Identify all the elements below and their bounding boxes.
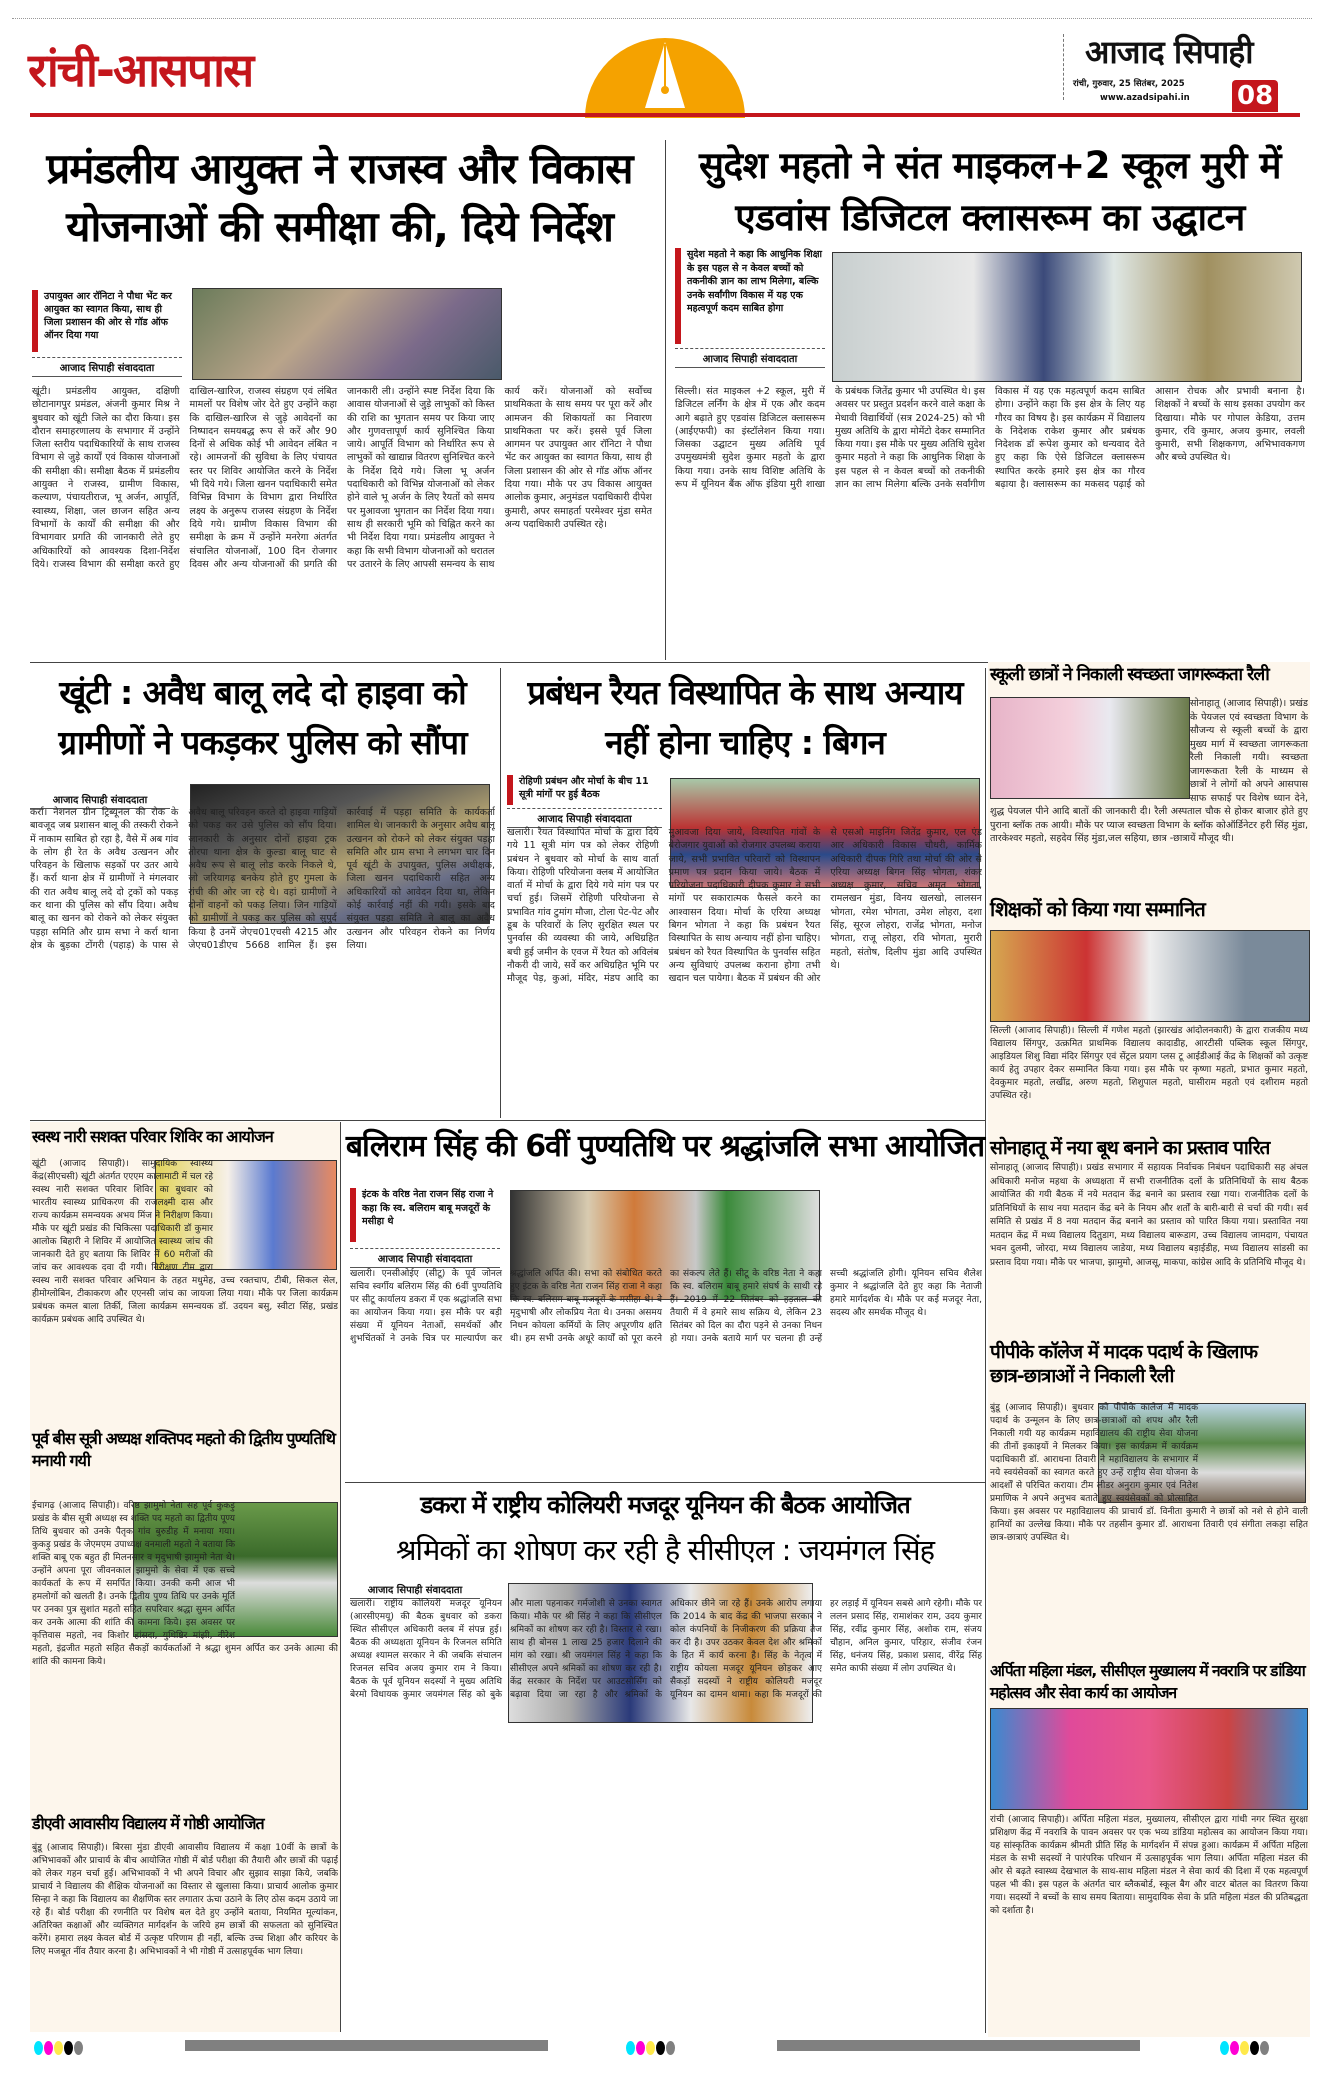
top-rule — [12, 18, 1312, 19]
article-body: कर्रा। नेशनल ग्रीन ट्रिब्यूनल की रोक के बावजूद जब प्रशासन बालू की तस्करी रोकने में नाकाम साबित हो रहा है, वैसे में अब गांव के लोग ही रेत के अवैध उत्खनन और परिवहन के खिलाफ सड़कों पर उतर आये हैं। कर्रा थाना क्षेत्र में ग्रामीणों ने मंगलवार की रात अवैध बालू लदे दो ट्रकों को पकड़ कर थाना की पुलिस को सौंप दिया। अवैध बालू का खनन को रोकने को लेकर संयुक्त पड़हा समिति और ग्राम सभा ने कर्रा थाना क्षेत्र के बुड़का टोंगरी (पहाड़) के पास से अवैध बालू परिवहन करते दो हाइवा गाड़ियों को पकड़ कर उसे पुलिस को सौंप दिया। जानकारी के अनुसार दोनों हाइवा ट्रक तोरपा थाना क्षेत्र के कुल्डा बालू घाट से अवैध रूप से बालू लोड करके निकले थे, जो जरियागढ़ बनकेय होते हुए गुमला के रांची की ओर जा रहे थे। वहां ग्रामीणों ने दोनों वाहनों को पकड़ लिया। जिन गाड़ियों को ग्रामीणों ने पकड़ कर पुलिस को सुपुर्द किया है उनमें जेएच01एचसी 4215 और जेएच01डीएच 5668 शामिल हैं। इस कार्रवाई में पड़हा समिति के कार्यकर्ता शामिल थे। जानकारी के अनुसार अवैध बालू उत्खनन को रोकने को लेकर संयुक्त पड़हा समिति और ग्राम सभा ने लगभग चार दिन पूर्व खूंटी के उपायुक्त, पुलिस अधीक्षक, जिला खनन पदाधिकारी सहित अन्य अधिकारियों को आवेदन दिया था, लेकिन कोई कार्रवाई नहीं की गयी। इसके बाद संयुक्त पड़हा समिति ने बालू का अवैध उत्खनन और परिवहन रोकने का निर्णय लिया। — [30, 807, 495, 951]
color-registration-mark — [1220, 2040, 1270, 2059]
paper-logo: आजाद सिपाही — [1085, 33, 1253, 71]
headline-displaced-raiyat: प्रबंधन रैयत विस्थापित के साथ अन्याय नहीं होना चाहिए : बिगन — [527, 673, 963, 762]
magenta-swatch — [636, 2041, 645, 2055]
byline: आजाद सिपाही संवाददाता — [350, 1580, 480, 1599]
column-rule — [665, 140, 666, 660]
news-photo — [832, 252, 1302, 382]
byline: आजाद सिपाही संवाददाता — [32, 357, 182, 377]
pull-quote: रोहिणी प्रबंधन और मोर्चा के बीच 11 सूत्री मांगों पर हुई बैठक — [507, 775, 662, 805]
website-link[interactable]: www.azadsipahi.in — [1100, 93, 1190, 103]
news-photo — [990, 930, 1310, 1022]
dateline: रांची, गुरुवार, 25 सितंबर, 2025 — [1073, 79, 1185, 89]
page-number: 08 — [1232, 80, 1278, 112]
pen-nib-icon — [585, 38, 745, 118]
yellow-swatch — [646, 2041, 655, 2055]
headline-dakra-union-meeting: डकरा में राष्ट्रीय कोलियरी मजदूर यूनियन की बैठक आयोजित — [420, 1491, 910, 1519]
black-swatch — [656, 2041, 665, 2055]
headline-teachers-honored: शिक्षकों को किया गया सम्मानित — [990, 897, 1205, 921]
gray-swatch — [1260, 2041, 1269, 2055]
article-body: ईचागढ़ (आजाद सिपाही)। वरिष्ठ झामुमो नेता सह पूर्व कुकड़ु प्रखंड के बीस सूत्री अध्यक्ष स्व शक्ति पद महतो का द्वितीय पूण्य तिथि बुधवार को उनके पैतृक गांव बुरुडीह में मनाया गया। कुकड़ु प्रखंड के जेएमएम उपाध्यक्ष वनमाली महतो ने बताया कि शक्ति बाबू एक बहुत ही मिलनसार व मृदुभाषी झामुमो नेता थे। उन्होंने अपना पूरा जीवनकाल झामुमो के सेवा में एक सच्चे कार्यकर्ता के रूप में समर्पित किया। उनकी कमी आज भी हमलोगों को खलती है। उनके द्वितीय पुण्य तिथि पर उनके मूर्ति पर उनका पुत्र सुशांत महतो सहित सपरिवार श्रद्धा सुमन अर्पित कर उनके आत्मा की शांति की कामना किये। इस अवसर पर कृत्तिवास महतो, नव किशोर हांसदा, युधिष्ठिर मांझी, वीरेश महतो, इंद्रजीत महतो सहित सैकड़ों कार्यकर्ताओं ने श्रद्धा शुमन अर्पित कर उनके आत्मा की शांति की कामना किये। — [32, 1501, 338, 1667]
color-registration-mark — [34, 2040, 84, 2059]
headline-arpita-dandiya: अर्पिता महिला मंडल, सीसीएल मुख्यालय में नवरात्रि पर डांडिया महोत्सव और सेवा कार्य का आयोजन — [990, 1662, 1305, 1702]
cyan-swatch — [1220, 2041, 1229, 2055]
masthead-rule — [30, 113, 1300, 117]
article-body: सोनाहातू (आजाद सिपाही)। प्रखंड सभागार में सहायक निर्वाचक निबंधन पदाधिकारी सह अंचल अधिकारी मनोज महथा के अध्यक्षता में सभी राजनीतिक दलों के प्रतिनिधियों के साथ बैठक आयोजित की गयी बैठक में नये मतदान केंद्र बनाने का प्रस्ताव रखा गया। राजनीतिक दलों के प्रतिनिधियों के साथ नया मतदान केंद्र बने के नियम और शर्तों के बारी-बारी से चर्चा की गयी। सर्व समिति से प्रखंड में 8 नया मतदान केंद्र बनाने का प्रस्ताव को पारित किया गया। प्रस्तावित नया मतदान केंद्र में मध्य विद्यालय दितुडाग, मध्य विद्यालय बारूडाग, उच्च विद्यालय जामदाग, पंचायत भवन दुलमी, जोरदा, मध्य विद्यालय जाडेया, मध्य विद्यालय बड़ाईडीह, मध्य विद्यालय सांडसी का प्रस्ताव दिया गया। मौके पर भाजपा, झामुमो, आजसू, माकपा, कांग्रेस आदि के प्रतिनिधि मौजूद थे। — [990, 1163, 1308, 1268]
headline-illegal-sand: खूंटी : अवैध बालू लदे दो हाइवा को ग्रामीणों ने पकड़कर पुलिस को सौंपा — [58, 673, 467, 762]
headline-ppk-college-rally: पीपीके कॉलेज में मादक पदार्थ के खिलाफ छात्र-छात्राओं ने निकाली रैली — [990, 1341, 1257, 1387]
black-swatch — [64, 2041, 73, 2055]
pull-quote: उपायुक्त आर रॉनिटा ने पौधा भेंट कर आयुक्त का स्वागत किया, साथ ही जिला प्रशासन की ओर से गॉड ऑफ ऑनर दिया गया — [32, 290, 182, 352]
section-rule — [30, 1120, 985, 1121]
yellow-swatch — [1240, 2041, 1249, 2055]
article-body: सोनाहातू (आजाद सिपाही)। प्रखंड के पेयजल एवं स्वच्छता विभाग के सौजन्य से स्कूली बच्चों के द्वारा मुख्य मार्ग में स्वच्छता जागरूकता रैली निकाली गयी। स्वच्छता जागरूकता रैली के माध्यम से छात्रों ने लोगों को अपने आसपास साफ सफाई पर विशेष ध्यान देने, शुद्ध पेयजल पीने आदि बातों की जानकारी दी। रैली अस्पताल चौक से होकर बाजार होते हुए पुराना ब्लॉक तक आयी। मौके पर प्याज स्वच्छता विभाग के ब्लॉक कोऑर्डिनेटर हरी सिंह मुंडा, तारकेश्वर महतो, सहदेव सिंह मुंडा,जल सहिया, छात्र -छात्रायें मौजूद थी। — [990, 698, 1308, 844]
masthead-divider — [1063, 34, 1064, 100]
gray-strip — [777, 2040, 1140, 2051]
headline-new-booth: सोनाहातू में नया बूथ बनाने का प्रस्ताव पारित — [990, 1137, 1270, 1159]
black-swatch — [1250, 2041, 1259, 2055]
article-body: बुंडू (आजाद सिपाही)। बिरसा मुंडा डीएवी आवासीय विद्यालय में कक्षा 10वीं के छात्रों के अभिभावकों और प्राचार्य के बीच आयोजित गोष्ठी में बोर्ड परीक्षा की तैयारी और छात्रों की पढ़ाई को लेकर गहन चर्चा हुई। अभिभावकों ने भी अपने विचार और सुझाव साझा किये, जबकि प्राचार्य ने विद्यालय की शैक्षिक योजनाओं का विस्तार से खुलासा किया। प्राचार्य आलोक कुमार सिन्हा ने कहा कि विद्यालय का शैक्षणिक स्तर लगातार ऊंचा उठाने के लिए ठोस कदम उठाये जा रहे हैं। बोर्ड परीक्षा की रणनीति पर विशेष बल देते हुए उन्होंने बताया, नियमित मूल्यांकन, अतिरिक्त कक्षाओं और व्यक्तिगत मार्गदर्शन के जरिये हम छात्रों की सफलता को सुनिश्चित करेंगे। हमारा लक्ष्य केवल बोर्ड में उत्कृष्ट परिणाम ही नहीं, बल्कि उच्च शिक्षा और करियर के लिए मजबूत नींव तैयार करना है। अभिभावकों ने भी गोष्ठी में उत्साहपूर्वक भाग लिया। — [32, 1843, 338, 1957]
column-rule — [340, 1122, 341, 2032]
headline-cleanliness-rally: स्कूली छात्रों ने निकाली स्वच्छता जागरूकता रैली — [990, 665, 1269, 685]
article-body: खलारी। रैयत विस्थापित मोर्चा के द्वारा दिये गये 11 सूत्री मांग पत्र को लेकर रोहिणी प्रबंधन ने बुधवार को मोर्चा के साथ वार्ता किया। रोहिणी परियोजना क्लब में आयोजित वार्ता में मोर्चा के द्वारा दिये गये मांग पत्र पर चर्चा हुई। जिसमें रोहिणी परियोजना से प्रभावित गांव टुमांग मौजा, टोला पेट-पेट और डूब के परिवारों के लिए सुरक्षित स्थल पर पुनर्वास की व्यवस्था की जाये, अधिग्रहित बची हुई जमीन के एवज में रैयत को अविलंब नौकरी दी जाये, सर्वे कर अधिग्रहित भूमि पर मौजूद पेड़, कुआं, मंदिर, मंडप आदि का मुआवजा दिया जाये, विस्थापित गांवों के बेरोजगार युवाओं को रोजगार उपलब्ध कराया जाये, सभी प्रभावित परिवारों को विस्थापन प्रमाण पत्र प्रदान किया जाये। बैठक में परियोजना पदाधिकारी दीपक कुमार ने सभी मांगों पर सकारात्मक फैसले करने का आश्वासन दिया। मोर्चा के एरिया अध्यक्ष बिगन भोगता ने कहा कि प्रबंधन रैयत विस्थापित के साथ अन्याय नहीं होना चाहिए। प्रबंधन को रैयत विस्थापित के पुनर्वास सहित अन्य सुविधाएं उपलब्ध कराना होगा तभी खदान चल पायेगा। बैठक में प्रबंधन की ओर से एसओ माइनिंग जितेंद्र कुमार, एल एंड आर अधिकारी विकास चौधरी, कार्मिक अधिकारी दीपक गिरि तथा मोर्चा की ओर से एरिया अध्यक्ष बिगन सिंह भोगता, शंकर अध्यक्ष कुमार, सचिव अमृत भोगता, रामलखन मुंडा, विनय खलखो, लालसन भोगता, रमेश भोगता, उमेश लोहरा, दशा सिंह, सूरज लोहरा, राजेंद्र भोगता, मनोज भोगता, राजू लोहरा, रवि भोगता, मुरारी महतो, संतोष, दिलीप मुंडा आदि उपस्थित थे। — [507, 827, 982, 985]
headline-commissioner-review: प्रमंडलीय आयुक्त ने राजस्व और विकास योजनाओं की समीक्षा की, दिये निर्देश — [46, 144, 633, 251]
photo-spacer — [213, 1158, 338, 1270]
article-body: सिल्ली (आजाद सिपाही)। सिल्ली में गणेश महतो (झारखंड आंदोलनकारी) के द्वारा राजकीय मध्य विद्यालय सिंगपुर, उत्क्रमित प्राथमिक विद्यालय कादाडीह, आरटीसी पब्लिक स्कूल सिंगपुर, आइडियल शिशु विद्या मंदिर सिंगपुर एवं सेंट्रल प्रयाग प्लस टू आईडीआई केंद्र के शिक्षकों को उत्कृष्ट कार्य हेतु उपहार देकर सम्मानित किया गया। इस मौके पर कृष्णा महतो, प्रभात कुमार महतो, देवकुमार महतो, लखींद्र, अरुण महतो, शिशुपाल महतो, घासीराम महतो एवं दशीराम महतो उपस्थित रहे। — [990, 1026, 1308, 1101]
byline: आजाद सिपाही संवाददाता — [675, 348, 825, 368]
section-rule — [345, 1482, 985, 1483]
headline-health-camp: स्वस्थ नारी सशक्त परिवार शिविर का आयोजन — [32, 1127, 273, 1146]
article-body: खलारी। राष्ट्रीय कोलियरी मजदूर यूनियन (आरसीएमयू) की बैठक बुधवार को डकरा स्थित सीसीएल अधिकारी क्लब में संपन्न हुई। बैठक की अध्यक्षता यूनियन के रिजनल समिति अध्यक्ष श्यामल सरकार ने की जबकि संचालन रिजनल सचिव अजय कुमार राम ने किया। बैठक के पूर्व यूनियन सदस्यों ने मुख्य अतिथि बेरमो विधायक कुमार जयमंगल सिंह को बुके और माला पहनाकर गर्मजोशी से उनका स्वागत किया। मौके पर श्री सिंह ने कहा कि सीसीएल श्रमिकों का शोषण कर रही है। विस्तार से रखा। साथ ही बोनस 1 लाख 25 हजार दिलाने की मांग को रखा। श्री जयमंगल सिंह ने कहा कि सीसीएल अपने श्रमिकों का शोषण कर रही है। केंद्र सरकार के निर्देश पर आउटसोर्सिंग को बढ़ावा दिया जा रहा है और श्रमिकों के अधिकार छीने जा रहे हैं। उनके आरोप लगाया कि 2014 के बाद केंद्र की भाजपा सरकार ने कोल कंपनियों के निजीकरण की प्रक्रिया तेज कर दी है। उपर उठकर केवल देश और श्रमिकों के हित में कार्य करना है। सिंह के नेतृत्व में राष्ट्रीय कोयला मजदूर यूनियन छोड़कर आए सैकड़ों सदस्यों ने राष्ट्रीय कोलियरी मजदूर यूनियन का दामन थामा। कहा कि मजदूरों की हर लड़ाई में यूनियन सबसे आगे रहेगी। मौके पर ललन प्रसाद सिंह, रामाशंकर राम, उदय कुमार सिंह, रवींद्र कुमार सिंह, अशोक राम, संजय चौहान, अनिल कुमार, परिहार, संजीव रंजन सिंह, धनंजय सिंह, प्रकाश प्रसाद, वीरेंद्र सिंह समेत काफी संख्या में लोग उपस्थित थे। — [350, 1599, 982, 1700]
photo-spacer — [235, 1500, 338, 1640]
gray-swatch — [74, 2041, 83, 2055]
photo-spacer — [1198, 1402, 1308, 1504]
color-registration-mark — [626, 2040, 676, 2059]
cyan-swatch — [626, 2041, 635, 2055]
news-photo — [990, 1708, 1308, 1810]
gray-swatch — [666, 2041, 675, 2055]
byline: आजाद सिपाही संवाददाता — [30, 790, 170, 809]
byline: आजाद सिपाही संवाददाता — [507, 808, 662, 828]
cyan-swatch — [34, 2041, 43, 2055]
headline-baliram-tribute: बलिराम सिंह की 6वीं पुण्यतिथि पर श्रद्धांजलि सभा आयोजित — [345, 1129, 985, 1164]
article-body: रांची (आजाद सिपाही)। अर्पिता महिला मंडल, मुख्यालय, सीसीएल द्वारा गांधी नगर स्थित सुरक्षा प्रशिक्षण केंद्र में नवरात्रि के पावन अवसर पर एक भव्य डांडिया महोत्सव का आयोजन किया गया। यह सांस्कृतिक कार्यक्रम श्रीमती प्रीति सिंह के मार्गदर्शन में संपन्न हुआ। कार्यक्रम में अर्पिता महिला मंडल के सभी सदस्यों ने पारंपरिक परिधान में उत्साहपूर्वक भाग लिया। अर्पिता महिला मंडल की ओर से बढ़ते स्वास्थ्य देखभाल के साथ-साथ महिला मंडल ने सेवा कार्य की दिशा में एक महत्वपूर्ण पहल भी की। इस पहल के अंतर्गत चार ब्लैकबोर्ड, स्कूल बैग और वाटर बोतल का वितरण किया गया। सदस्यों ने बच्चों के साथ समय बिताया। सामुदायिक सेवा के प्रति महिला मंडल की प्रतिबद्धता को दर्शाता है। — [990, 1815, 1308, 1916]
yellow-swatch — [54, 2041, 63, 2055]
article-body: खूंटी (आजाद सिपाही)। सामुदायिक स्वास्थ्य केंद्र(सीएचसी) खूंटी अंतर्गत एएएम कालामाटी में चल रहे स्वस्थ नारी सशक्त परिवार शिविर का बुधवार को भारतीय स्वास्थ्य प्राधिकरण की राजलक्ष्मी दास और राज्य कार्यक्रम समन्वयक अभय मिंज ने निरीक्षण किया। मौके पर खूंटी प्रखंड की चिकित्सा पदाधिकारी डॉ कुमार आलोक बिहारी ने शिविर में आयोजित स्वास्थ्य जांच की जानकारी देते हुए बताया कि शिविर में 60 मरीजों की जांच कर आवश्यक दवा दी गयी। निरीक्षण टीम द्वारा स्वस्थ नारी सशक्त परिवार अभियान के तहत मधुमेह, उच्च रक्तचाप, टीबी, सिकल सेल, हीमोग्लोबिन, टीकाकरण और एएनसी जांच का जायजा लिया गया। मौके पर जिला कार्यक्रम प्रबंधक कमल बाला तिर्की, जिला कार्यक्रम समन्वयक डॉ. उदयन बसु, स्वीटा सिंह, प्रखंड कार्यक्रम प्रबंधक आदि उपस्थित थे। — [32, 1159, 338, 1325]
headline-dav-seminar: डीएवी आवासीय विद्यालय में गोष्ठी आयोजित — [32, 1814, 264, 1833]
gray-strip — [185, 2040, 548, 2051]
pull-quote: इंटक के वरिष्ठ नेता राजन सिंह राजा ने कहा कि स्व. बलिराम बाबू मजदूरों के मसीहा थे — [350, 1188, 500, 1242]
section-title: रांची-आसपास — [28, 43, 253, 97]
byline: आजाद सिपाही संवाददाता — [350, 1248, 500, 1268]
pull-quote: सुदेश महतो ने कहा कि आधुनिक शिक्षा के इस पहल से न केवल बच्चों को तकनीकी ज्ञान का लाभ मिलेगा, बल्कि उनके सर्वांगीण विकास में यह एक महत्वपूर्ण कदम साबित होगा — [675, 248, 825, 344]
article-body: खलारी। एनसीओईए (सीटू) के पूर्व जोनल सचिव स्वर्गीय बलिराम सिंह की 6वीं पुण्यतिथि पर सीटू कार्यालय डकरा में एक श्रद्धांजलि सभा का आयोजन किया गया। इस मौके पर बड़ी संख्या में यूनियन नेताओं, समर्थकों और शुभचिंतकों ने उनके चित्र पर माल्यार्पण कर श्रद्धांजलि अर्पित की। सभा को संबोधित करते हुए इंटक के वरिष्ठ नेता राजन सिंह राजा ने कहा कि स्व. बलिराम बाबू मजदूरों के मसीहा थे। वे मृदुभाषी और लोकप्रिय नेता थे। उनका असमय निधन कोयला कर्मियों के लिए अपूरणीय क्षति थी। हम सभी उनके अधूरे कार्यों को पूरा करने का संकल्प लेते हैं। सीटू के वरिष्ठ नेता ने कहा कि स्व. बलिराम बाबू हमारे संघर्ष के साथी रहे हैं। 2019 में 22 सितंबर को हड़ताल की तैयारी में वे हमारे साथ सक्रिय थे, लेकिन 23 सितंबर को दिल का दौरा पड़ने से उनका निधन हो गया। उनके बताये मार्ग पर चलना ही उन्हें सच्ची श्रद्धांजलि होगी। यूनियन सचिव शैलेश कुमार ने श्रद्धांजलि देते हुए कहा कि नेताजी हमारे मार्गदर्शक थे। मौके पर कई मजदूर नेता, सदस्य और समर्थक मौजूद थे। — [350, 1269, 982, 1344]
article-body: खूंटी। प्रमंडलीय आयुक्त, दक्षिणी छोटानागपुर प्रमंडल, अंजनी कुमार मिश्र ने बुधवार को खूंटी जिले का दौरा किया। इस दौरान समाहरणालय के सभागार में उन्होंने जिला स्तरीय पदाधिकारियों के साथ राजस्व विभाग से जुड़े कार्यों एवं विकास योजनाओं की समीक्षा की। समीक्षा बैठक में प्रमंडलीय आयुक्त ने राजस्व, ग्रामीण विकास, कल्याण, पंचायतीराज, भू अर्जन, आपूर्ति, स्वास्थ्य, शिक्षा, जल छाजन सहित अन्य विभागों के कार्यों की समीक्षा की और विभागवार प्रगति की जानकारी लेते हुए अधिकारियों को आवश्यक दिशा-निर्देश दिये। राजस्व विभाग की समीक्षा करते हुए दाखिल-खारिज, राजस्व संग्रहण एवं लंबित मामलों पर विशेष जोर देते हुए उन्होंने कहा कि दाखिल-खारिज से जुड़े आवेदनों का निष्पादन समयबद्ध रूप से करें और 90 दिनों से अधिक कोई भी आवेदन लंबित न रहे। आमजनों की सुविधा के लिए पंचायत स्तर पर शिविर आयोजित करने के निर्देश भी दिये गये। जिला खनन पदाधिकारी समेत विभिन्न विभाग के विभाग द्वारा निर्धारित लक्ष्य के अनुरूप राजस्व संग्रहण के निर्देश दिये गये। ग्रामीण विकास विभाग की समीक्षा के क्रम में उन्होंने मनरेगा अंतर्गत संचालित योजनाओं, 100 दिन रोजगार दिवस और अन्य योजनाओं की प्रगति की जानकारी ली। उन्होंने स्पष्ट निर्देश दिया कि आवास योजनाओं से जुड़े लाभुकों को किस्त की राशि का भुगतान समय पर किया जाए और गुणवत्तापूर्ण कार्य सुनिश्चित किया जाये। आपूर्ति विभाग को निर्धारित रूप से लाभुकों को खाद्यान्न वितरण सुनिश्चित करने के निर्देश दिये गये। जिला भू अर्जन पदाधिकारी को विभिन्न योजनाओं को लेकर होने वाले भू अर्जन के लिए रैयतों को समय पर मुआवजा भुगतान का निर्देश दिया गया। साथ ही सरकारी भूमि को चिह्नित करने का भी निर्देश दिया गया। प्रमंडलीय आयुक्त ने कहा कि सभी विभाग योजनाओं को धरातल पर उतारने के लिए आपसी समन्वय के साथ कार्य करें। योजनाओं को सर्वोच्च प्राथमिकता के साथ समय पर पूरा करें और आमजन की शिकायतों का निवारण प्राथमिकता पर करें। इससे पूर्व जिला आगमन पर उपायुक्त आर रॉनिटा ने पौधा भेंट कर आयुक्त का स्वागत किया, साथ ही जिला प्रशासन की ओर से गॉड ऑफ ऑनर दिया गया। मौके पर उप विकास आयुक्त आलोक कुमार, अनुमंडल पदाधिकारी दीपेश कुमारी, अपर समाहर्ता परमेश्वर मुंडा समेत अन्य पदाधिकारी उपस्थित रहे। — [32, 386, 652, 570]
headline-digital-classroom: सुदेश महतो ने संत माइकल+2 स्कूल मुरी में एडवांस डिजिटल क्लासरूम का उद्घाटन — [698, 144, 1282, 239]
article-body: सिल्ली। संत माइकल +2 स्कूल, मुरी में डिजिटल लर्निंग के क्षेत्र में एक और कदम आगे बढ़ाते हुए एडवांस डिजिटल क्लासरूम (आईएफपी) का इंस्टॉलेशन किया गया। जिसका उद्घाटन मुख्य अतिथि पूर्व उपमुख्यमंत्री सुदेश कुमार महतो के द्वारा किया गया। उनके साथ विशिष्ट अतिथि के रूप में यूनियन बैंक ऑफ इंडिया मुरी शाखा के प्रबंधक जितेंद्र कुमार भी उपस्थित थे। इस अवसर पर प्रस्तुत प्रदर्शन करने वाले कक्षा के मेधावी विद्यार्थियों (सत्र 2024-25) को भी मुख्य अतिथि के द्वारा मोमेंटो देकर सम्मानित किया गया। इस मौके पर मुख्य अतिथि सुदेश कुमार महतो ने कहा कि आधुनिक शिक्षा के इस पहल से न केवल बच्चों को तकनीकी ज्ञान का लाभ मिलेगा बल्कि उनके सर्वांगीण विकास में यह एक महत्वपूर्ण कदम साबित होगा। उन्होंने कहा कि इस क्षेत्र के लिए यह गौरव का विषय है। इस कार्यक्रम में विद्यालय के निदेशक राकेश कुमार और प्रबंधक निदेशक डॉ रूपेश कुमार को धन्यवाद देते हुए कहा कि ऐसे डिजिटल क्लासरूम स्थापित करके हमारे इस क्षेत्र का गौरव बढ़ाया है। क्लासरूम का मकसद पढ़ाई को आसान रोचक और प्रभावी बनाना है। शिक्षकों ने बच्चों के साथ इसका उपयोग कर दिखाया। मौके पर गोपाल केडिया, उत्तम कुमार, रवि कुमार, अजय कुमार, लवली कुमारी, सभी शिक्षकगण, अभिभावकगण और बच्चे उपस्थित थे। — [675, 386, 1305, 491]
news-photo — [192, 288, 502, 380]
subheadline-ccl-exploitation: श्रमिकों का शोषण कर रही है सीसीएल : जयमंगल सिंह — [395, 1533, 935, 1567]
photo-spacer — [990, 697, 1190, 801]
magenta-swatch — [44, 2041, 53, 2055]
column-rule — [500, 668, 501, 1118]
headline-shaktipad-anniversary: पूर्व बीस सूत्री अध्यक्ष शक्तिपद महतो की द्वितीय पुण्यतिथि मनायी गयी — [32, 1429, 335, 1470]
article-body: बुंडू (आजाद सिपाही)। बुधवार को पीपीके कालेज में मादक पदार्थ के उन्मूलन के लिए छात्र-छात्राओं को शपथ और रैली निकाली गयी यह कार्यक्रम महाविद्यालय की राष्ट्रीय सेवा योजना की तीनों इकाइयों ने मिलकर किया। इस कार्यक्रम में कार्यक्रम पदाधिकारी डॉ. आराधना तिवारी ने महाविद्यालय के सभागार में नये स्वयंसेवकों का स्वागत करते हुए उन्हें राष्ट्रीय सेवा योजना के आदर्शों से परिचित कराया। टीम लीडर अनुराग कुमार एवं नितेश प्रमाणिक ने अपने अनुभव बताते हुए स्वयंसेवकों को प्रोत्साहित किया। इस अवसर पर महाविद्यालय की प्राचार्य डॉ. विनीता कुमारी ने छात्रों को नशे से होने वाली हानियों का उल्लेख किया। मौके पर तहसीन कुमार डॉ. आराधना तिवारी एवं संगीता लकड़ा सहित छात्र-छात्राएं उपस्थित थे। — [990, 1403, 1308, 1543]
column-rule — [985, 668, 986, 2033]
magenta-swatch — [1230, 2041, 1239, 2055]
